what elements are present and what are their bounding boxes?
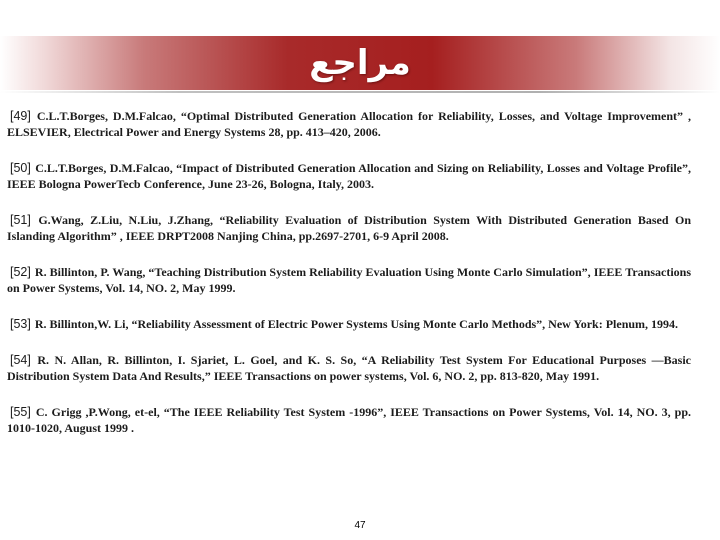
page-title: مراجع [309, 43, 411, 83]
reference-item [7, 160, 691, 192]
reference-number: [53] [10, 317, 31, 331]
reference-number: [55] [10, 405, 31, 419]
reference-text: C.L.T.Borges, D.M.Falcao, “Impact of Distributed Generation Allocation and Sizing on Reliability, Losses and Voltage Profile”, IEEE Bologna PowerTecb Conference, June 23-26, Bologna, Italy, 2003. [7, 161, 691, 191]
reference-text: G.Wang, Z.Liu, N.Liu, J.Zhang, “Reliability Evaluation of Distribution System With Distributed Generation Based On Islanding Algorithm” , IEEE DRPT2008 Nanjing China, pp.2697-2701, 6-9 April 2008. [7, 213, 692, 243]
reference-list [7, 108, 691, 456]
reference-number: [49] [10, 109, 31, 123]
page-number: 47 [354, 520, 366, 531]
reference-text: C.L.T.Borges, D.M.Falcao, “Optimal Distributed Generation Allocation for Reliability, Losses, and Voltage Improvement” , ELSEVIER, Electrical Power and Energy Systems 28, pp. 413–420, 2006. [7, 109, 692, 139]
reference-number: [51] [10, 213, 31, 227]
reference-item [7, 264, 691, 296]
reference-text: R. N. Allan, R. Billinton, I. Sjariet, L. Goel, and K. S. So, “A Reliability Test System For Educational Purposes —Basic Distribution System Data And Results,” IEEE Transactions on power systems, Vol. 6, NO. 2, pp. 813-820, May 1991. [7, 353, 692, 383]
reference-text: R. Billinton, P. Wang, “Teaching Distribution System Reliability Evaluation Using Monte Carlo Simulation”, IEEE Transactions on Power Systems, Vol. 14, NO. 2, May 1999. [7, 265, 691, 295]
reference-item [7, 404, 691, 436]
reference-item [7, 316, 691, 332]
reference-item [7, 212, 691, 244]
reference-item [7, 352, 691, 384]
reference-number: [50] [10, 161, 31, 175]
banner-divider [0, 91, 720, 93]
reference-text: C. Grigg ,P.Wong, et-el, “The IEEE Reliability Test System -1996”, IEEE Transactions on Power Systems, Vol. 14, NO. 3, pp. 1010-1020, August 1999 . [7, 405, 692, 435]
reference-item [7, 108, 691, 140]
reference-number: [54] [10, 353, 31, 367]
reference-text: R. Billinton,W. Li, “Reliability Assessment of Electric Power Systems Using Monte Carlo Methods”, New York: Plenum, 1994. [34, 317, 679, 331]
reference-number: [52] [10, 265, 31, 279]
